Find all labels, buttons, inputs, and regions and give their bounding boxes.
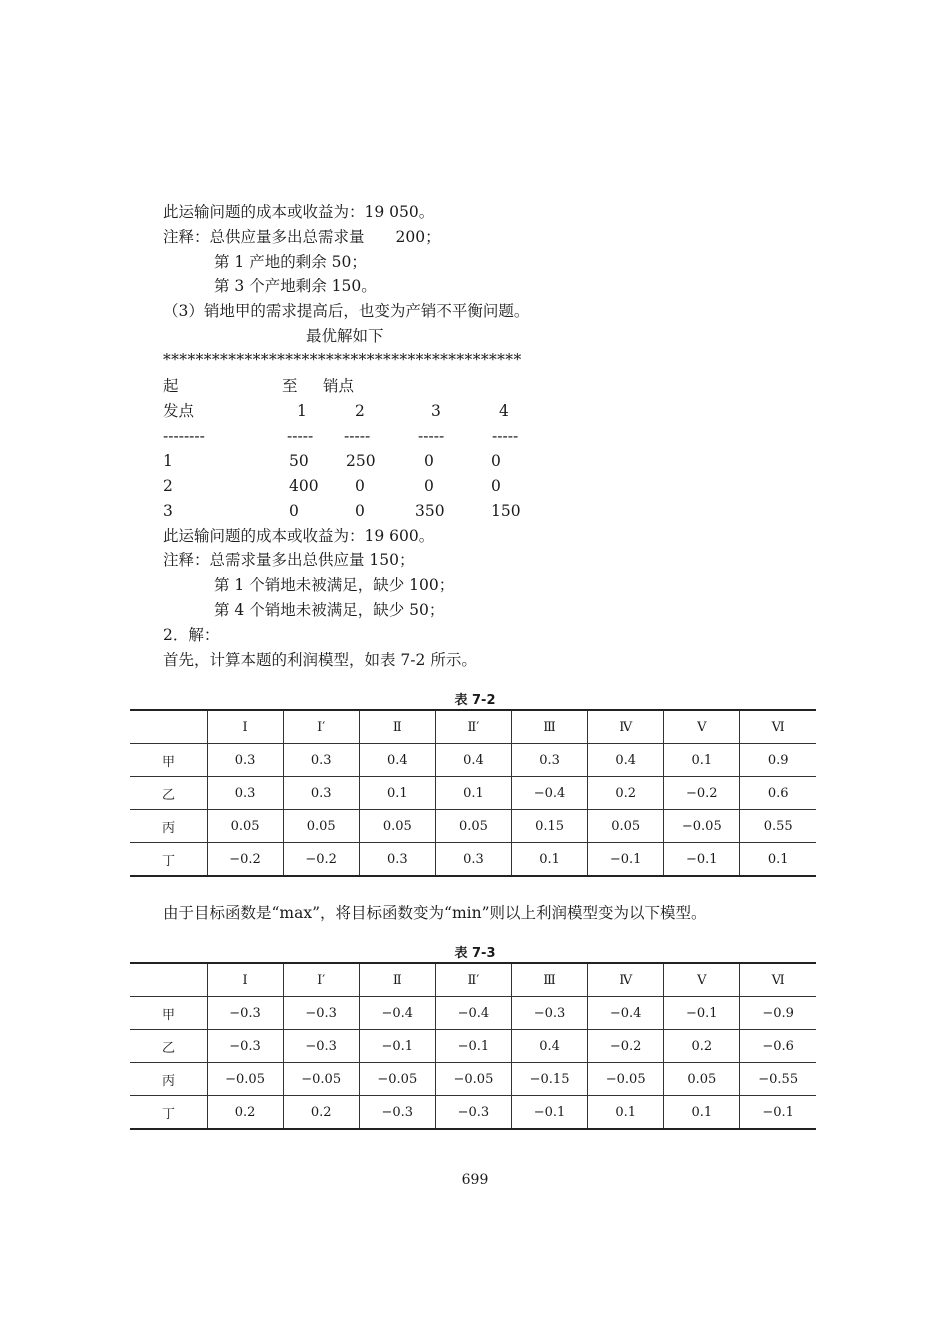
table-cell: 0.2 xyxy=(664,1030,740,1063)
table-header-cell: Ⅳ xyxy=(588,963,664,997)
cost-line-2: 此运输问题的成本或收益为：19 600。 xyxy=(163,527,435,545)
note-line-1: 注释：总供应量多出总需求量 200； xyxy=(163,228,441,246)
table-cell: 0.1 xyxy=(740,843,816,877)
matrix-value: 250 xyxy=(346,452,376,470)
table-7-2 xyxy=(130,709,816,877)
table-cell: −0.15 xyxy=(512,1063,588,1096)
table-cell: −0.3 xyxy=(283,997,359,1030)
table-header-cell: Ⅱ′ xyxy=(435,963,511,997)
part3-heading: （3）销地甲的需求提高后，也变为产销不平衡问题。 xyxy=(163,302,530,320)
table-header-cell: Ⅵ xyxy=(740,710,816,744)
dash-separator: ----- xyxy=(492,427,519,445)
col-label: 1 xyxy=(297,402,307,420)
matrix-value: 350 xyxy=(415,502,445,520)
table-row-label: 丙 xyxy=(130,810,207,843)
row-label: 3 xyxy=(163,502,173,520)
question-2-heading: 2．解： xyxy=(163,626,220,644)
table-cell: −0.1 xyxy=(664,997,740,1030)
table-cell: 0.3 xyxy=(283,777,359,810)
table-header-cell: Ⅰ′ xyxy=(283,963,359,997)
matrix-value: 400 xyxy=(289,477,319,495)
table-cell: −0.05 xyxy=(435,1063,511,1096)
table-cell: 0.05 xyxy=(283,810,359,843)
table-cell: 0.3 xyxy=(512,744,588,777)
matrix-value: 0 xyxy=(491,477,501,495)
table-cell: −0.3 xyxy=(283,1030,359,1063)
table-cell: 0.1 xyxy=(664,1096,740,1130)
table-cell: 0.9 xyxy=(740,744,816,777)
matrix-value: 50 xyxy=(289,452,309,470)
matrix-value: 0 xyxy=(355,502,365,520)
table-cell: −0.3 xyxy=(207,1030,283,1063)
shortage-line-4: 第 4 个销地未被满足，缺少 50； xyxy=(214,601,445,619)
table-cell: −0.4 xyxy=(512,777,588,810)
table-cell: 0.1 xyxy=(435,777,511,810)
table-row xyxy=(130,810,816,843)
table-cell: −0.2 xyxy=(207,843,283,877)
table-cell: −0.3 xyxy=(359,1096,435,1130)
table-cell: −0.4 xyxy=(435,997,511,1030)
table-row-label: 乙 xyxy=(130,1030,207,1063)
table-cell: −0.3 xyxy=(512,997,588,1030)
matrix-value: 0 xyxy=(424,452,434,470)
header-to: 至 xyxy=(282,377,298,395)
table-header-cell: Ⅱ xyxy=(359,963,435,997)
page-number: 699 xyxy=(461,1172,489,1188)
table-header-cell: Ⅲ xyxy=(512,710,588,744)
surplus-line-3: 第 3 个产地剩余 150。 xyxy=(214,277,377,295)
table-header-cell: Ⅱ xyxy=(359,710,435,744)
table-header-cell: Ⅳ xyxy=(588,710,664,744)
table-cell: −0.05 xyxy=(588,1063,664,1096)
table-row xyxy=(130,777,816,810)
table-header-cell: Ⅴ xyxy=(664,963,740,997)
table-cell: −0.55 xyxy=(740,1063,816,1096)
table-cell: 0.05 xyxy=(588,810,664,843)
star-divider: ******************************************** xyxy=(163,351,522,369)
matrix-value: 0 xyxy=(491,452,501,470)
table-header-cell: Ⅲ xyxy=(512,963,588,997)
table-header-cell: Ⅵ xyxy=(740,963,816,997)
table-cell: −0.4 xyxy=(359,997,435,1030)
table-row xyxy=(130,1096,816,1130)
optimal-solution-title: 最优解如下 xyxy=(306,327,384,345)
table-cell: 0.3 xyxy=(283,744,359,777)
table-cell: −0.05 xyxy=(359,1063,435,1096)
table-header-cell: Ⅱ′ xyxy=(435,710,511,744)
table-cell: 0.1 xyxy=(359,777,435,810)
table-cell: −0.6 xyxy=(740,1030,816,1063)
table-cell: 0.1 xyxy=(588,1096,664,1130)
table-row-label: 甲 xyxy=(130,997,207,1030)
table-cell: 0.05 xyxy=(207,810,283,843)
intro-paragraph: 首先，计算本题的利润模型，如表 7-2 所示。 xyxy=(163,651,477,669)
table-row-label: 甲 xyxy=(130,744,207,777)
table-cell: −0.3 xyxy=(435,1096,511,1130)
matrix-value: 0 xyxy=(289,502,299,520)
table-cell: −0.05 xyxy=(664,810,740,843)
table-cell: 0.4 xyxy=(435,744,511,777)
table-row xyxy=(130,843,816,877)
table-cell: 0.05 xyxy=(435,810,511,843)
table-row xyxy=(130,1063,816,1096)
table-cell: 0.4 xyxy=(512,1030,588,1063)
table-cell: 0.3 xyxy=(207,777,283,810)
table-cell: −0.2 xyxy=(283,843,359,877)
table-cell: 0.2 xyxy=(207,1096,283,1130)
table-header-row xyxy=(130,710,816,744)
header-origin: 发点 xyxy=(163,402,195,420)
table-cell: 0.15 xyxy=(512,810,588,843)
table-cell: 0.05 xyxy=(664,1063,740,1096)
table-cell: −0.1 xyxy=(664,843,740,877)
table-header-cell: Ⅰ′ xyxy=(283,710,359,744)
table-cell: −0.4 xyxy=(588,997,664,1030)
table-7-3 xyxy=(130,962,816,1130)
table-cell: −0.1 xyxy=(588,843,664,877)
table-cell: −0.2 xyxy=(588,1030,664,1063)
table-cell: 0.1 xyxy=(512,843,588,877)
header-from: 起 xyxy=(163,377,179,395)
table-cell: −0.1 xyxy=(435,1030,511,1063)
surplus-line-1: 第 1 产地的剩余 50； xyxy=(214,253,367,271)
matrix-value: 0 xyxy=(355,477,365,495)
table-header-cell: Ⅰ xyxy=(207,963,283,997)
table-cell: −0.05 xyxy=(207,1063,283,1096)
table-cell: −0.2 xyxy=(664,777,740,810)
dash-separator: ----- xyxy=(287,427,314,445)
shortage-line-1: 第 1 个销地未被满足，缺少 100； xyxy=(214,576,455,594)
table-cell: 0.05 xyxy=(359,810,435,843)
dash-separator: ----- xyxy=(418,427,445,445)
table-cell: 0.2 xyxy=(588,777,664,810)
matrix-value: 150 xyxy=(491,502,521,520)
table-row-label: 丁 xyxy=(130,843,207,877)
col-label: 2 xyxy=(355,402,365,420)
table-cell: −0.3 xyxy=(207,997,283,1030)
table-header-cell: Ⅴ xyxy=(664,710,740,744)
table-header-cell: Ⅰ xyxy=(207,710,283,744)
table-cell: −0.9 xyxy=(740,997,816,1030)
table-cell: −0.1 xyxy=(359,1030,435,1063)
table-cell: 0.55 xyxy=(740,810,816,843)
table-cell: −0.1 xyxy=(512,1096,588,1130)
table-cell: −0.1 xyxy=(740,1096,816,1130)
table-header-cell xyxy=(130,710,207,744)
table-row-label: 丙 xyxy=(130,1063,207,1096)
table-cell: 0.4 xyxy=(359,744,435,777)
table-cell: 0.3 xyxy=(359,843,435,877)
table-cell: 0.6 xyxy=(740,777,816,810)
table-row xyxy=(130,744,816,777)
col-label: 3 xyxy=(431,402,441,420)
table-row-label: 丁 xyxy=(130,1096,207,1130)
transform-paragraph: 由于目标函数是“max”，将目标函数变为“min”则以上利润模型变为以下模型。 xyxy=(163,904,707,922)
cost-line-1: 此运输问题的成本或收益为：19 050。 xyxy=(163,203,435,221)
table-cell: 0.4 xyxy=(588,744,664,777)
dash-separator: ----- xyxy=(344,427,371,445)
col-label: 4 xyxy=(499,402,509,420)
table-row xyxy=(130,997,816,1030)
table-header-row xyxy=(130,963,816,997)
matrix-value: 0 xyxy=(424,477,434,495)
table-cell: 0.3 xyxy=(435,843,511,877)
table-cell: 0.3 xyxy=(207,744,283,777)
table-7-2-caption: 表 7-2 xyxy=(454,693,496,708)
note-line-2: 注释：总需求量多出总供应量 150； xyxy=(163,551,415,569)
row-label: 1 xyxy=(163,452,173,470)
dash-separator: -------- xyxy=(163,427,205,445)
table-cell: 0.1 xyxy=(664,744,740,777)
table-row xyxy=(130,1030,816,1063)
table-row-label: 乙 xyxy=(130,777,207,810)
table-cell: −0.05 xyxy=(283,1063,359,1096)
table-7-3-caption: 表 7-3 xyxy=(454,946,496,961)
row-label: 2 xyxy=(163,477,173,495)
header-sales: 销点 xyxy=(323,377,355,395)
table-cell: 0.2 xyxy=(283,1096,359,1130)
table-header-cell xyxy=(130,963,207,997)
